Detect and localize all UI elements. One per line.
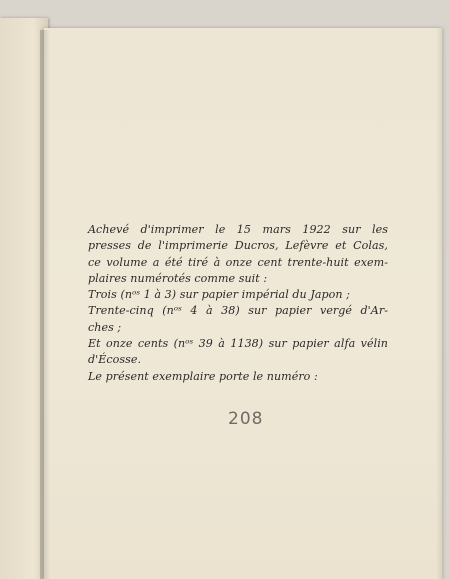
copy-number: 208 [228, 409, 264, 429]
colophon-text [88, 222, 388, 385]
colophon-line-2: presses de l'imprimerie Ducros, Lefèvre et Colas, [88, 239, 388, 253]
colophon-line-8: Et onze cents (nᵒˢ 39 à 1138) sur papier alfa vélin [88, 337, 388, 351]
colophon-line-7: ches ; [88, 320, 122, 334]
book-page [44, 28, 442, 579]
colophon-line-1: Achevé d'imprimer le 15 mars 1922 sur les [88, 223, 388, 236]
colophon-line-6: Trente-cinq (nᵒˢ 4 à 38) sur papier vergé d'Ar- [88, 304, 388, 318]
colophon-line-4: plaires numérotés comme suit : [88, 271, 268, 285]
colophon-line-5: Trois (nᵒˢ 1 à 3) sur papier impérial du Japon ; [88, 288, 350, 302]
colophon-line-3: ce volume a été tiré à onze cent trente-huit exem- [88, 255, 388, 269]
colophon-line-10: Le présent exemplaire porte le numéro : [88, 369, 318, 383]
spine-shadow [40, 30, 50, 579]
colophon-line-9: d'Écosse. [88, 353, 142, 367]
page-edge [436, 28, 442, 579]
